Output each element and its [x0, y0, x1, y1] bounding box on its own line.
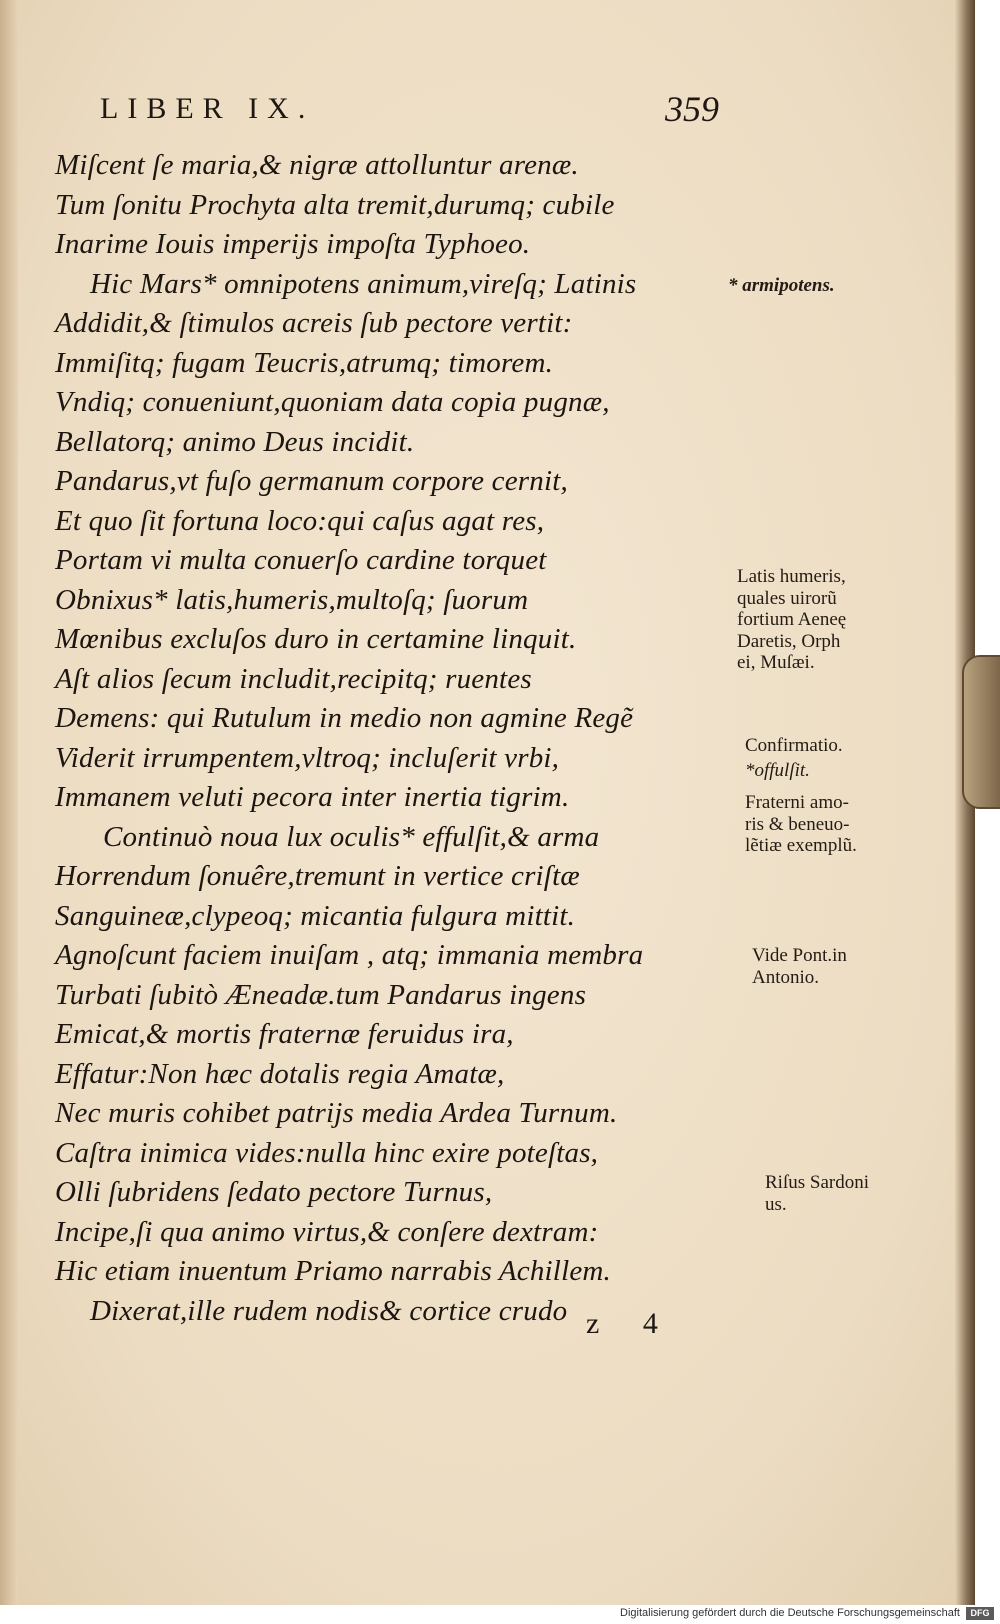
- verse-line: Turbati ſubitò Æneadæ.tum Pandarus ingens: [55, 978, 587, 1011]
- signature-mark: z 4: [586, 1307, 676, 1340]
- verse-line: Bellatorq; animo Deus incidit.: [55, 425, 415, 458]
- verse-line: Inarime Iouis imperijs impoſta Typhoeo.: [55, 228, 531, 260]
- marginal-note-line: quales uirorũ: [737, 587, 837, 609]
- verse-line: Demens: qui Rutulum in medio non agmine Regẽ: [55, 702, 634, 734]
- verse-line: Horrendum ſonuêre,tremunt in vertice criſtæ: [55, 860, 580, 892]
- page-gutter: [0, 0, 18, 1605]
- marginal-note-line: Vide Pont.in: [752, 945, 847, 966]
- verse-line: Obnixus* latis,humeris,multoſq; ſuorum: [55, 583, 529, 616]
- marginal-note-latis-humeris: [737, 566, 846, 674]
- marginal-note-fraterni: [745, 792, 857, 857]
- verse-line: Portam vi multa conuerſo cardine torquet: [55, 544, 547, 576]
- book-clasp: [962, 655, 1000, 809]
- marginal-note-line: us.: [765, 1193, 787, 1215]
- running-head: LIBER IX.: [100, 92, 315, 125]
- marginal-note-vide-pont: [752, 945, 847, 988]
- marginal-note-offulsit: *offulſit.: [745, 760, 810, 781]
- marginal-note-line: Antonio.: [752, 966, 820, 988]
- verse-line: Vndiq; conueniunt,quoniam data copia pugnæ,: [55, 386, 610, 418]
- verse-line: Olli ſubridens ſedato pectore Turnus,: [55, 1176, 493, 1208]
- verse-line: Et quo ſit fortuna loco:qui caſus agat res,: [55, 504, 545, 537]
- verse-line: Continuò noua lux oculis* effulſit,& arma: [103, 820, 600, 853]
- verse-line: Caſtra inimica vides:nulla hinc exire poteſtas,: [55, 1136, 599, 1169]
- verse-line: Hic Mars* omnipotens animum,vireſq; Latinis: [90, 267, 637, 300]
- verse-line: Incipe,ſi qua animo virtus,& conſere dextram:: [55, 1215, 599, 1248]
- marginal-note-line: Riſus Sardoni: [765, 1172, 869, 1193]
- verse-line: Addidit,& ſtimulos acreis ſub pectore vertit:: [55, 307, 573, 339]
- verse-line: Nec muris cohibet patrijs media Ardea Turnum.: [55, 1097, 618, 1129]
- marginal-note-line: ei, Muſæi.: [737, 652, 815, 673]
- footer-credit: Digitalisierung gefördert durch die Deutsche Forschungsgemeinschaft: [620, 1607, 960, 1619]
- page-header: [100, 89, 740, 132]
- verse-line: Miſcent ſe maria,& nigræ attolluntur arenæ.: [55, 149, 579, 181]
- marginal-note-armipotens: * armipotens.: [728, 275, 835, 296]
- marginal-note-line: lẽtiæ exemplũ.: [745, 835, 857, 856]
- marginal-note-line: Fraterni amo-: [745, 792, 849, 813]
- dfg-logo: DFG: [966, 1607, 994, 1620]
- verse-line: Pandarus,vt fuſo germanum corpore cernit,: [55, 465, 568, 497]
- verse-line: Aſt alios ſecum includit,recipitq; ruentes: [55, 662, 532, 695]
- marginal-note-line: Latis humeris,: [737, 566, 846, 587]
- marginal-note-line: fortium Aeneę: [737, 609, 847, 630]
- verse-line: Immiſitq; fugam Teucris,atrumq; timorem.: [55, 346, 554, 379]
- verse-line: Immanem veluti pecora inter inertia tigrim.: [55, 781, 570, 813]
- footer-bar: [0, 1605, 1000, 1624]
- verse-line: Tum ſonitu Prochyta alta tremit,durumq; cubile: [55, 188, 615, 221]
- verse-line: Hic etiam inuentum Priamo narrabis Achillem.: [55, 1255, 611, 1287]
- verse-line: Mœnibus excluſos duro in certamine linquit.: [55, 623, 577, 655]
- marginal-note-line: ris & beneuo-: [745, 813, 850, 835]
- verse-line: Emicat,& mortis fraternæ feruidus ira,: [55, 1018, 514, 1050]
- marginal-note-line: Daretis, Orph: [737, 630, 841, 652]
- page-number: 359: [665, 89, 719, 129]
- verse-line: Viderit irrumpentem,vltroq; incluſerit vrbi,: [55, 741, 560, 774]
- marginal-note-confirmatio: Confirmatio.: [745, 735, 843, 756]
- verse-line: Dixerat,ille rudem nodis& cortice crudo: [90, 1294, 568, 1327]
- verse-line: Sanguineæ,clypeoq; micantia fulgura mittit.: [55, 899, 576, 932]
- verse-line: Agnoſcunt faciem inuiſam , atq; immania membra: [55, 939, 644, 971]
- verse-text: [55, 146, 735, 1331]
- marginal-note-risus: [765, 1172, 869, 1215]
- verse-line: Effatur:Non hæc dotalis regia Amatæ,: [55, 1057, 505, 1090]
